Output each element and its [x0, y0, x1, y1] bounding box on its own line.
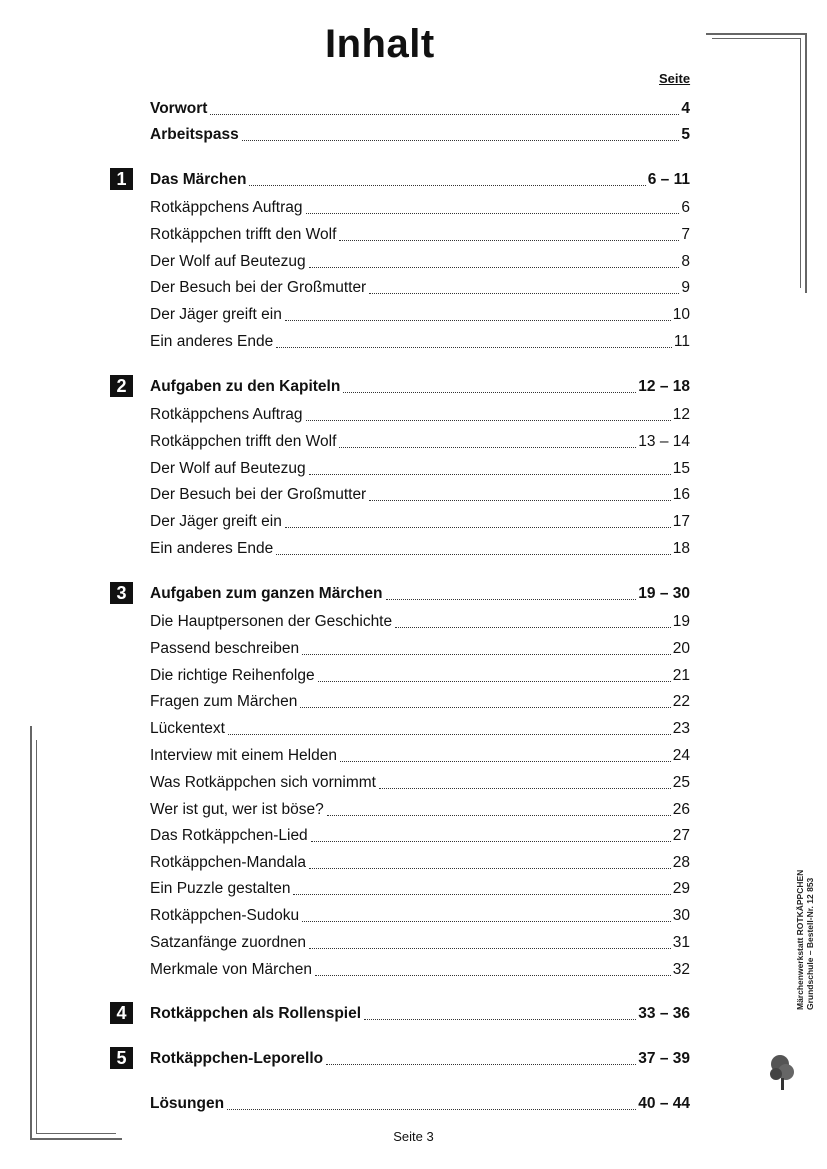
toc-entry	[150, 537, 690, 559]
toc-entry-label: Rotkäppchens Auftrag	[150, 406, 303, 423]
toc-entry	[150, 958, 690, 980]
toc-entry	[150, 303, 690, 325]
toc-entry-label: Lösungen	[150, 1095, 225, 1112]
toc-entry-page: 33 – 36	[638, 1005, 690, 1022]
toc-entry-page: 12	[672, 406, 690, 423]
dot-leader	[369, 292, 679, 294]
dot-leader	[318, 680, 671, 682]
dot-leader	[302, 920, 671, 922]
toc-entry	[150, 690, 690, 712]
toc-entry-label: Rotkäppchen trifft den Wolf	[150, 433, 337, 450]
toc-entry-label: Rotkäppchen-Mandala	[150, 854, 306, 871]
tree-logo-icon	[768, 1050, 798, 1096]
toc-entry-label: Rotkäppchen-Sudoku	[150, 907, 300, 924]
toc-entry	[150, 610, 690, 632]
dot-leader	[364, 1018, 636, 1020]
toc-entry-page: 27	[672, 827, 690, 844]
dot-leader	[309, 947, 671, 949]
toc-entry-label: Satzanfänge zuordnen	[150, 934, 306, 951]
toc-entry-label: Vorwort	[150, 100, 208, 117]
dot-leader	[326, 1063, 636, 1065]
toc-entry	[150, 168, 690, 190]
dot-leader	[339, 446, 636, 448]
toc-entry-label: Rotkäppchen als Rollenspiel	[150, 1005, 362, 1022]
toc-entry-page: 20	[672, 640, 690, 657]
toc-entry-label: Der Besuch bei der Großmutter	[150, 486, 367, 503]
dot-leader	[309, 473, 671, 475]
toc-entry	[150, 276, 690, 298]
toc-entry	[150, 824, 690, 846]
dot-leader	[315, 974, 671, 976]
toc-entry-label: Was Rotkäppchen sich vornimmt	[150, 774, 376, 791]
toc-entry-page: 10	[672, 306, 690, 323]
dot-leader	[395, 626, 671, 628]
dot-leader	[306, 419, 671, 421]
toc-entry	[150, 717, 690, 739]
toc-entry-label: Aufgaben zum ganzen Märchen	[150, 585, 383, 602]
toc-entry-page: 17	[672, 513, 690, 530]
dot-leader	[228, 733, 671, 735]
dot-leader	[227, 1108, 636, 1110]
toc-entry-label: Merkmale von Märchen	[150, 961, 312, 978]
toc-entry-page: 16	[672, 486, 690, 503]
toc-entry-page: 24	[672, 747, 690, 764]
toc-entry	[150, 483, 690, 505]
toc-entry-page: 25	[672, 774, 690, 791]
toc-entry-label: Der Wolf auf Beutezug	[150, 460, 306, 477]
side-credit	[795, 870, 815, 1010]
dot-leader	[249, 184, 645, 186]
toc-entry-label: Der Wolf auf Beutezug	[150, 253, 306, 270]
toc-entry	[150, 250, 690, 272]
toc-entry	[150, 582, 690, 604]
toc-entry	[150, 375, 690, 397]
toc-entry-page: 37 – 39	[638, 1050, 690, 1067]
toc-entry	[150, 664, 690, 686]
toc-entry-label: Der Jäger greift ein	[150, 306, 282, 323]
dot-leader	[276, 346, 672, 348]
dot-leader	[369, 499, 671, 501]
page-column-label: Seite	[659, 71, 691, 86]
toc-entry-page: 8	[681, 253, 690, 270]
page-title: Inhalt	[325, 22, 435, 66]
toc-entry-label: Lückentext	[150, 720, 225, 737]
toc-entry-page: 6	[681, 199, 690, 216]
toc-entry	[150, 403, 690, 425]
dot-leader	[285, 526, 671, 528]
toc-entry	[150, 196, 690, 218]
toc-entry-label: Der Besuch bei der Großmutter	[150, 279, 367, 296]
toc-entry-label: Die richtige Reihenfolge	[150, 667, 315, 684]
dot-leader	[311, 840, 671, 842]
toc-entry-page: 29	[672, 880, 690, 897]
toc-entry	[150, 223, 690, 245]
dot-leader	[309, 867, 671, 869]
toc-entry-page: 19 – 30	[638, 585, 690, 602]
toc-entry-page: 26	[672, 801, 690, 818]
toc-entry	[150, 931, 690, 953]
toc-entry-label: Das Märchen	[150, 171, 247, 188]
dot-leader	[386, 598, 637, 600]
toc-entry-page: 30	[672, 907, 690, 924]
toc-entry	[150, 97, 690, 119]
dot-leader	[379, 787, 671, 789]
chapter-number-badge: 5	[110, 1047, 133, 1069]
toc-entry-page: 15	[672, 460, 690, 477]
toc-entry-page: 5	[681, 126, 690, 143]
toc-entry-label: Wer ist gut, wer ist böse?	[150, 801, 324, 818]
toc-entry-page: 9	[681, 279, 690, 296]
toc-entry-page: 12 – 18	[638, 378, 690, 395]
toc-entry	[150, 1002, 690, 1024]
toc-entry-page: 21	[672, 667, 690, 684]
dot-leader	[327, 814, 671, 816]
page-footer: Seite 3	[393, 1129, 434, 1144]
dot-leader	[293, 893, 670, 895]
dot-leader	[242, 139, 680, 141]
toc-entry-label: Ein Puzzle gestalten	[150, 880, 291, 897]
chapter-number-badge: 3	[110, 582, 133, 604]
toc-entry	[150, 510, 690, 532]
dot-leader	[306, 212, 680, 214]
toc-entry	[150, 123, 690, 145]
toc-entry-label: Der Jäger greift ein	[150, 513, 282, 530]
side-credit-line1: Märchenwerkstatt ROTKÄPPCHEN	[795, 869, 805, 1010]
dot-leader	[343, 391, 636, 393]
toc-entry-label: Rotkäppchen trifft den Wolf	[150, 226, 337, 243]
toc-entry-page: 22	[672, 693, 690, 710]
dot-leader	[300, 706, 670, 708]
dot-leader	[276, 553, 671, 555]
toc-entry-page: 7	[681, 226, 690, 243]
chapter-number-badge: 1	[110, 168, 133, 190]
toc-entry-label: Rotkäppchen-Leporello	[150, 1050, 324, 1067]
toc-entry-label: Arbeitspass	[150, 126, 239, 143]
toc-entry	[150, 637, 690, 659]
toc-entry-label: Rotkäppchens Auftrag	[150, 199, 303, 216]
toc-entry	[150, 1047, 690, 1069]
toc-entry	[150, 1092, 690, 1114]
toc-entry-page: 23	[672, 720, 690, 737]
toc-entry	[150, 851, 690, 873]
toc-entry-label: Fragen zum Märchen	[150, 693, 298, 710]
toc-entry-page: 4	[681, 100, 690, 117]
dot-leader	[302, 653, 671, 655]
dot-leader	[309, 266, 680, 268]
toc-entry-label: Ein anderes Ende	[150, 333, 274, 350]
toc-entry-label: Das Rotkäppchen-Lied	[150, 827, 308, 844]
toc-entry-page: 11	[673, 333, 690, 350]
toc-entry-label: Interview mit einem Helden	[150, 747, 337, 764]
dot-leader	[210, 113, 679, 115]
toc-entry	[150, 330, 690, 352]
toc-entry	[150, 430, 690, 452]
chapter-number-badge: 4	[110, 1002, 133, 1024]
toc-entry	[150, 744, 690, 766]
toc-entry-page: 31	[672, 934, 690, 951]
toc-entry-label: Aufgaben zu den Kapiteln	[150, 378, 341, 395]
toc-entry	[150, 798, 690, 820]
toc-entry-page: 13 – 14	[638, 433, 690, 450]
toc-entry	[150, 904, 690, 926]
toc-entry-page: 18	[672, 540, 690, 557]
toc-entry-label: Passend beschreiben	[150, 640, 300, 657]
toc-entry-page: 28	[672, 854, 690, 871]
chapter-number-badge: 2	[110, 375, 133, 397]
dot-leader	[285, 319, 671, 321]
toc-entry-page: 6 – 11	[647, 171, 690, 188]
toc-entry-label: Ein anderes Ende	[150, 540, 274, 557]
toc-entry	[150, 877, 690, 899]
dot-leader	[339, 239, 679, 241]
toc-entry	[150, 457, 690, 479]
toc-entry-page: 40 – 44	[638, 1095, 690, 1112]
dot-leader	[340, 760, 671, 762]
publisher-logo	[768, 1050, 798, 1096]
toc-entry-page: 32	[672, 961, 690, 978]
toc-entry	[150, 771, 690, 793]
toc-entry-label: Die Hauptpersonen der Geschichte	[150, 613, 393, 630]
side-credit-line2: Grundschule – Bestell-Nr. 12 853	[805, 877, 815, 1010]
toc-entry-page: 19	[672, 613, 690, 630]
